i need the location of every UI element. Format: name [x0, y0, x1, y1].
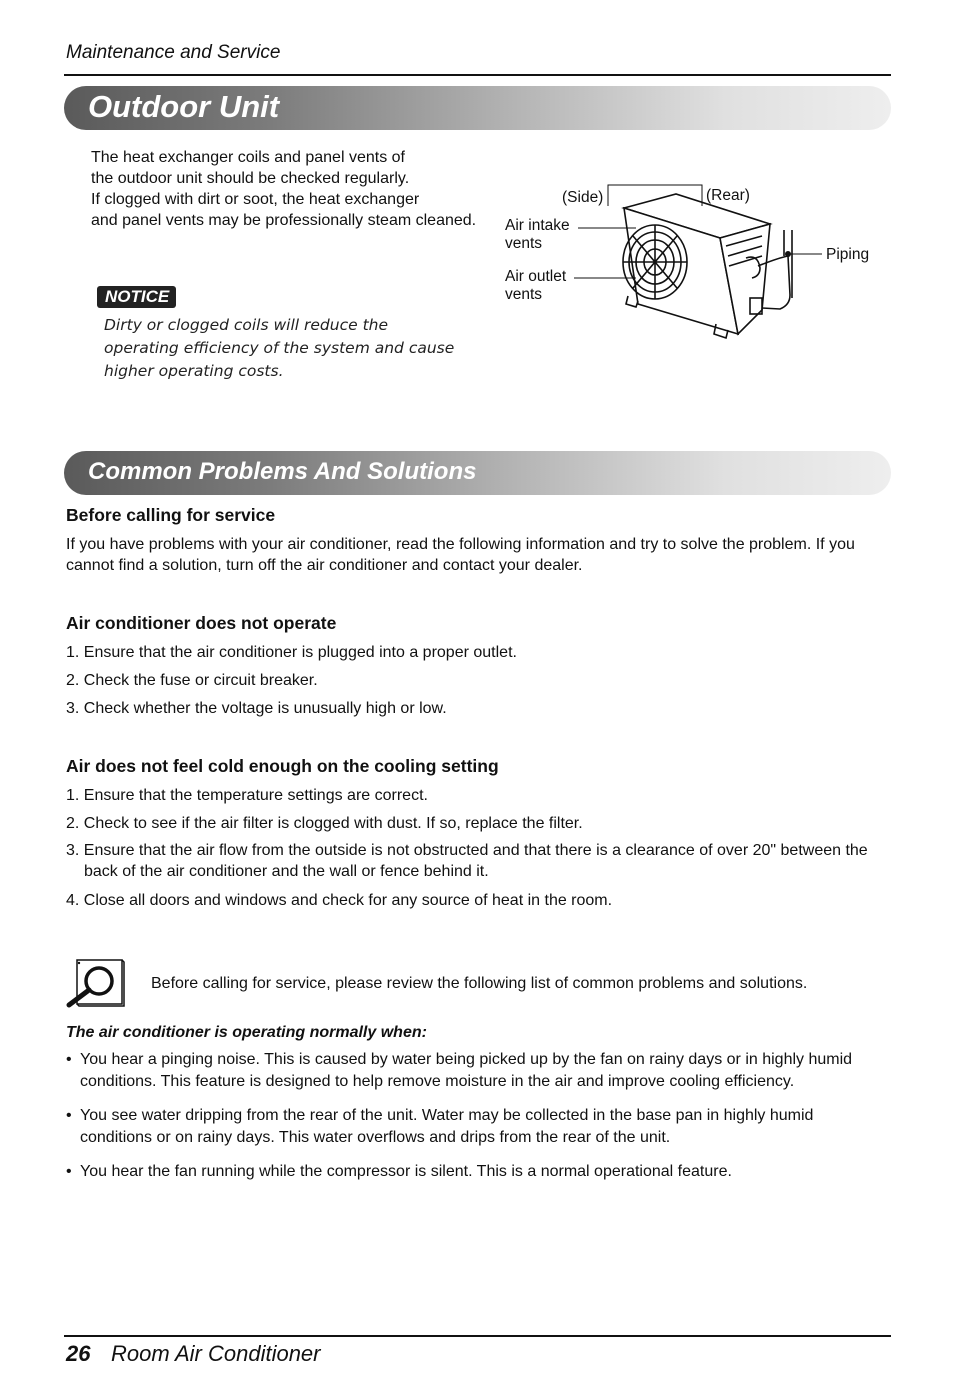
bullet-line: conditions or on rainy days. This water overflows and drips from the rear of the unit. [80, 1129, 671, 1146]
heading-normal-operation: The air conditioner is operating normally when: [66, 1024, 427, 1041]
paragraph-line: The heat exchanger coils and panel vents of [91, 149, 405, 166]
list-item [66, 1105, 890, 1149]
label-rear: (Rear) [706, 187, 750, 204]
heading-does-not-operate: Air conditioner does not operate [66, 613, 337, 633]
paragraph-line: the outdoor unit should be checked regularly. [91, 170, 410, 187]
running-header: Maintenance and Service [66, 42, 281, 63]
header-rule [64, 74, 891, 76]
list-item: 4. Close all doors and windows and check for any source of heat in the room. [66, 892, 613, 909]
page-number: 26 [66, 1341, 91, 1366]
footer-rule [64, 1335, 891, 1337]
label-air-outlet [505, 268, 566, 304]
list-item: 3. Check whether the voltage is unusually high or low. [66, 700, 447, 717]
heading-not-cold-enough: Air does not feel cold enough on the cooling setting [66, 756, 499, 776]
footer-title: Room Air Conditioner [111, 1341, 321, 1366]
outdoor-unit-illustration [623, 194, 792, 338]
magnifier-icon [66, 957, 126, 1009]
section-banner-common-problems [64, 451, 891, 495]
bullet-line: You see water dripping from the rear of the unit. Water may be collected in the base pan in highly humid [80, 1107, 814, 1124]
list-item: 3. Ensure that the air flow from the outside is not obstructed and that there is a clearance of over 20" between the [66, 842, 868, 859]
list-item: 2. Check to see if the air filter is clogged with dust. If so, replace the filter. [66, 815, 583, 832]
paragraph-line: and panel vents may be professionally steam cleaned. [91, 212, 477, 229]
label-line: vents [505, 235, 543, 252]
bullet-line: conditions. This feature is designed to help remove moisture in the air and improve cooling efficiency. [80, 1073, 795, 1090]
notice-line: higher operating costs. [104, 362, 284, 380]
tip-text: Before calling for service, please review the following list of common problems and solutions. [151, 975, 808, 992]
notice-badge: NOTICE [97, 286, 176, 308]
label-air-intake [505, 217, 570, 253]
section-title: Outdoor Unit [88, 89, 280, 124]
notice-line: operating efficiency of the system and cause [104, 339, 455, 357]
label-side: (Side) [562, 189, 604, 206]
before-calling-paragraph [66, 534, 886, 576]
outdoor-unit-diagram [500, 180, 880, 350]
bullet-glyph: • [66, 1107, 72, 1124]
list-item: 2. Check the fuse or circuit breaker. [66, 672, 318, 689]
list-item [66, 1049, 890, 1093]
bullet-glyph: • [66, 1163, 72, 1180]
paragraph-line: cannot find a solution, turn off the air conditioner and contact your dealer. [66, 557, 583, 574]
label-line: vents [505, 286, 543, 303]
bullet-line: You hear the fan running while the compressor is silent. This is a normal operational feature. [80, 1163, 732, 1180]
heading-before-calling: Before calling for service [66, 505, 276, 525]
list-item: 1. Ensure that the air conditioner is plugged into a proper outlet. [66, 644, 517, 661]
list-item: 1. Ensure that the temperature settings are correct. [66, 787, 428, 804]
bullet-line: You hear a pinging noise. This is caused by water being picked up by the fan on rainy days or in highly humid [80, 1051, 853, 1068]
notice-line: Dirty or clogged coils will reduce the [104, 316, 389, 334]
paragraph-line: If you have problems with your air conditioner, read the following information and try to solve the problem. If you [66, 536, 855, 553]
notice-text [104, 314, 464, 383]
label-line: Air outlet [505, 268, 567, 285]
label-line: Air intake [505, 217, 570, 234]
section-title: Common Problems And Solutions [88, 458, 477, 485]
list-item [66, 1161, 890, 1183]
paragraph-line: If clogged with dirt or soot, the heat exchanger [91, 191, 420, 208]
bullet-glyph: • [66, 1051, 72, 1068]
section-banner-outdoor-unit [64, 86, 891, 130]
label-piping: Piping [826, 246, 870, 263]
list-item-continuation: back of the air conditioner and the wall or fence behind it. [84, 863, 489, 880]
outdoor-paragraph [91, 147, 476, 231]
